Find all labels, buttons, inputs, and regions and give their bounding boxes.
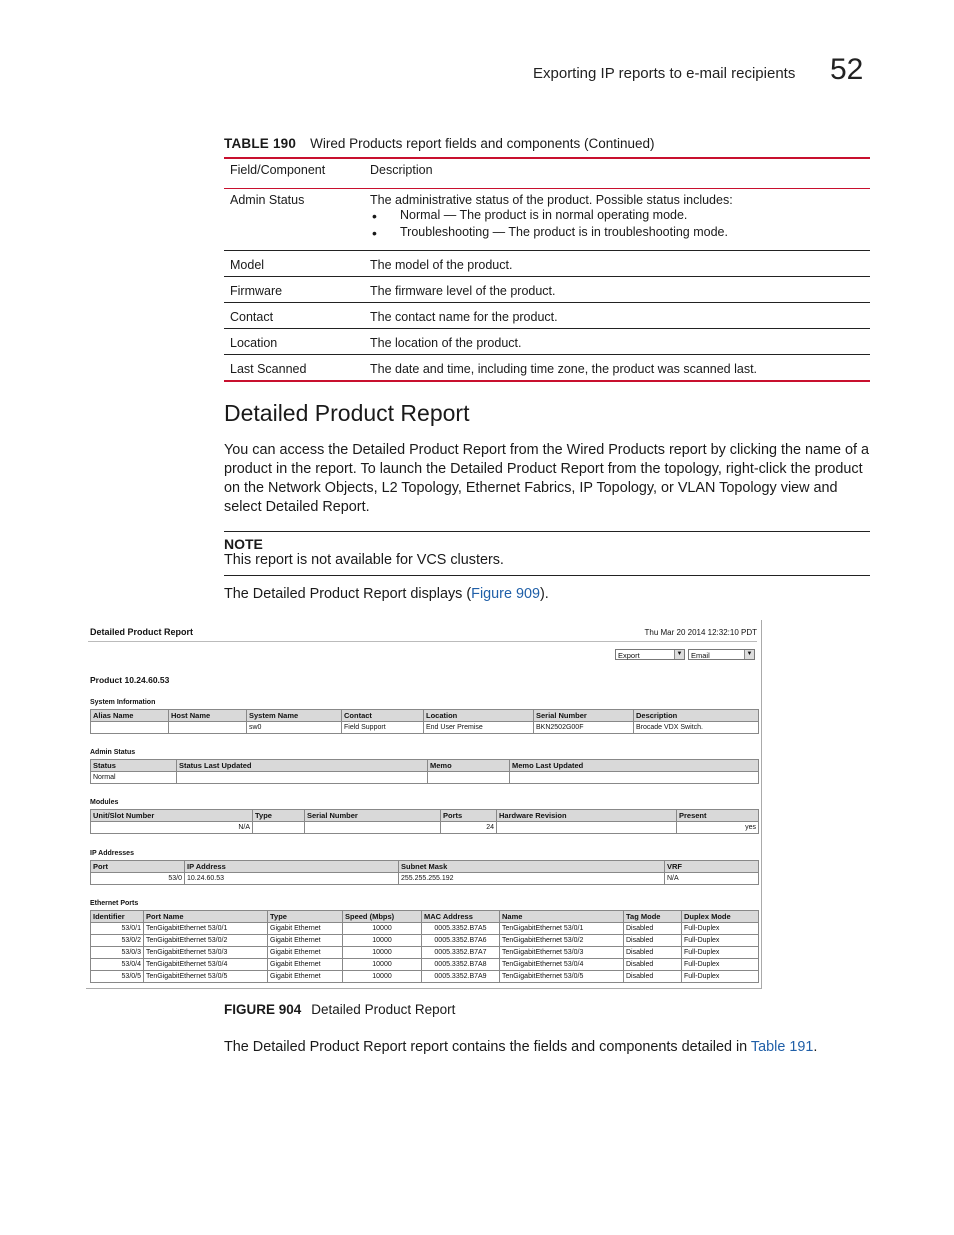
running-header-title: Exporting IP reports to e-mail recipients	[533, 65, 796, 82]
column-header: Type	[253, 810, 305, 822]
column-header: Ports	[441, 810, 497, 822]
table-cell: 10000	[343, 923, 422, 935]
column-header: Contact	[342, 710, 424, 722]
table-row	[224, 303, 870, 329]
closing-paragraph	[224, 1039, 817, 1055]
table-cell: 0005.3352.B7A7	[422, 947, 500, 959]
table-cell: yes	[677, 822, 759, 834]
field-description: The model of the product.	[370, 258, 513, 272]
column-header: Description	[634, 710, 759, 722]
table-row	[91, 935, 759, 947]
table-cell: Gigabit Ethernet	[268, 947, 343, 959]
table-header-row	[91, 911, 759, 923]
system-info-label: System Information	[90, 699, 156, 706]
table-row	[224, 277, 870, 303]
table-row	[224, 355, 870, 382]
table-row	[91, 959, 759, 971]
table-header-row	[91, 760, 759, 772]
system-info-table	[90, 709, 759, 734]
table-cell: TenGigabitEthernet 53/0/4	[144, 959, 268, 971]
table-row	[224, 189, 870, 251]
table-cell: Disabled	[624, 947, 682, 959]
table-cell	[253, 822, 305, 834]
table-cell: 0005.3352.B7A9	[422, 971, 500, 983]
figure-label: FIGURE 904	[224, 1002, 302, 1017]
table-row	[91, 772, 759, 784]
table-cell	[428, 772, 510, 784]
column-header: Port Name	[144, 911, 268, 923]
table-cell: TenGigabitEthernet 53/0/3	[144, 947, 268, 959]
table-row	[91, 722, 759, 734]
column-header: Duplex Mode	[682, 911, 759, 923]
field-description: The firmware level of the product.	[370, 284, 556, 298]
section-title: Detailed Product Report	[224, 400, 470, 426]
table-cell: TenGigabitEthernet 53/0/2	[500, 935, 624, 947]
table-caption	[224, 136, 870, 151]
column-header: IP Address	[185, 861, 399, 873]
column-header: Status Last Updated	[177, 760, 428, 772]
table-cell: 53/0/5	[91, 971, 144, 983]
table-cell	[510, 772, 759, 784]
table-cell: TenGigabitEthernet 53/0/5	[500, 971, 624, 983]
table-cell: TenGigabitEthernet 53/0/2	[144, 935, 268, 947]
bullet-icon: •	[372, 225, 377, 241]
column-header: Speed (Mbps)	[343, 911, 422, 923]
menu-item-reference: Detailed Report	[265, 499, 366, 515]
figure-reference-paragraph	[224, 586, 549, 602]
table-cell: 0005.3352.B7A8	[422, 959, 500, 971]
table-cell: Disabled	[624, 959, 682, 971]
table-cell: 255.255.255.192	[399, 873, 665, 885]
table-cell: TenGigabitEthernet 53/0/4	[500, 959, 624, 971]
table-cell: 24	[441, 822, 497, 834]
note-text: This report is not available for VCS clusters.	[224, 552, 504, 568]
table-cell	[305, 822, 441, 834]
field-name: Firmware	[230, 284, 283, 298]
table-cell: 53/0/1	[91, 923, 144, 935]
table-cell: TenGigabitEthernet 53/0/1	[144, 923, 268, 935]
bullet-item	[370, 208, 870, 224]
header-field: Field/Component	[230, 163, 326, 177]
intro-text: You can access the Detailed Product Report from the Wired Products report by clicking the name of a product in the report. To launch the Detailed Product Report from the topology, right-click the product on the Network Objects, L2 Topology, Ethernet Fabrics, IP Topology, or VLAN Topology view and select	[224, 442, 869, 515]
table-cell	[177, 772, 428, 784]
table-cell: 0005.3352.B7A6	[422, 935, 500, 947]
table-cell: 53/0/2	[91, 935, 144, 947]
table-header-row	[91, 810, 759, 822]
table-cell: 10000	[343, 947, 422, 959]
table-cell: Field Support	[342, 722, 424, 734]
email-select-value: Email	[691, 651, 710, 660]
column-header: Name	[500, 911, 624, 923]
table-cell: Full-Duplex	[682, 923, 759, 935]
figure-caption	[224, 1002, 455, 1017]
table-cell: Normal	[91, 772, 177, 784]
chevron-down-icon: ▼	[674, 650, 684, 659]
modules-label: Modules	[90, 799, 119, 806]
table-cell: N/A	[665, 873, 759, 885]
table-cell: 53/0	[91, 873, 185, 885]
table-row	[91, 947, 759, 959]
table-cell: 10000	[343, 959, 422, 971]
column-header: Host Name	[169, 710, 247, 722]
field-description: The location of the product.	[370, 336, 522, 350]
field-name: Last Scanned	[230, 362, 307, 376]
report-timestamp: Thu Mar 20 2014 12:32:10 PDT	[644, 628, 757, 637]
fields-table	[224, 157, 870, 382]
figure-link[interactable]: Figure 909	[471, 586, 540, 602]
table-cell: 10000	[343, 971, 422, 983]
column-header: Alias Name	[91, 710, 169, 722]
table-cell: Full-Duplex	[682, 971, 759, 983]
table-row	[224, 329, 870, 355]
intro-end: .	[365, 499, 370, 515]
admin-status-table	[90, 759, 759, 784]
table-cell: Full-Duplex	[682, 947, 759, 959]
report-title: Detailed Product Report	[90, 627, 194, 637]
column-header: Status	[91, 760, 177, 772]
field-name: Contact	[230, 310, 274, 324]
column-header: MAC Address	[422, 911, 500, 923]
table-cell: sw0	[247, 722, 342, 734]
table-cell: BKN2502G00F	[534, 722, 634, 734]
column-header: Subnet Mask	[399, 861, 665, 873]
table-cell	[497, 822, 677, 834]
table-cell: 53/0/4	[91, 959, 144, 971]
table-header-row	[224, 159, 870, 189]
column-header: Unit/Slot Number	[91, 810, 253, 822]
column-header: Identifier	[91, 911, 144, 923]
bullet-text: Troubleshooting — The product is in troubleshooting mode.	[400, 225, 728, 239]
table-cell: Full-Duplex	[682, 935, 759, 947]
admin-desc: The administrative status of the product. Possible status includes:	[370, 193, 733, 207]
table-cell: TenGigabitEthernet 53/0/1	[500, 923, 624, 935]
bullet-icon: •	[372, 208, 377, 224]
email-select[interactable]	[688, 649, 755, 660]
bullet-text: Normal — The product is in normal operating mode.	[400, 208, 688, 222]
field-description: The date and time, including time zone, the product was scanned last.	[370, 362, 758, 376]
field-name: Location	[230, 336, 278, 350]
product-heading: Product 10.24.60.53	[90, 675, 170, 685]
intro-paragraph	[224, 441, 872, 517]
table-header-row	[91, 710, 759, 722]
table-cell	[169, 722, 247, 734]
table-cell: 10.24.60.53	[185, 873, 399, 885]
table-row	[224, 251, 870, 277]
table-row	[91, 873, 759, 885]
table-cell: TenGigabitEthernet 53/0/3	[500, 947, 624, 959]
column-header: Present	[677, 810, 759, 822]
column-header: Port	[91, 861, 185, 873]
table-cell	[91, 722, 169, 734]
table-cell: Full-Duplex	[682, 959, 759, 971]
header-description: Description	[370, 163, 433, 177]
export-select-value: Export	[618, 651, 640, 660]
table-row	[91, 822, 759, 834]
export-select[interactable]	[615, 649, 685, 660]
column-header: Tag Mode	[624, 911, 682, 923]
field-description: The contact name for the product.	[370, 310, 558, 324]
table-cell: 53/0/3	[91, 947, 144, 959]
column-header: Memo Last Updated	[510, 760, 759, 772]
ethernet-ports-table	[90, 910, 759, 983]
ip-addresses-table	[90, 860, 759, 885]
chevron-down-icon: ▼	[744, 650, 754, 659]
table-cell: TenGigabitEthernet 53/0/5	[144, 971, 268, 983]
field-name: Model	[230, 258, 265, 272]
column-header: Location	[424, 710, 534, 722]
paragraph-text: The Detailed Product Report report contains the fields and components detailed in	[224, 1039, 751, 1055]
report-divider	[88, 641, 757, 642]
table-cell: Gigabit Ethernet	[268, 923, 343, 935]
report-screenshot	[86, 620, 762, 989]
table-cell: Disabled	[624, 971, 682, 983]
table-cell: Brocade VDX Switch.	[634, 722, 759, 734]
paragraph-end: .	[813, 1039, 818, 1055]
table-cell: Gigabit Ethernet	[268, 959, 343, 971]
table-label: TABLE 190	[224, 136, 297, 151]
paragraph-end: ).	[539, 586, 549, 602]
column-header: Memo	[428, 760, 510, 772]
paragraph-text: The Detailed Product Report displays (	[224, 586, 472, 602]
modules-table	[90, 809, 759, 834]
table-cell: End User Premise	[424, 722, 534, 734]
table-cell: N/A	[91, 822, 253, 834]
ip-addresses-label: IP Addresses	[90, 850, 134, 857]
column-header: Serial Number	[305, 810, 441, 822]
column-header: Type	[268, 911, 343, 923]
table-cell: Gigabit Ethernet	[268, 971, 343, 983]
table-cell: 0005.3352.B7A5	[422, 923, 500, 935]
figure-caption-text: Detailed Product Report	[311, 1002, 456, 1017]
note-label: NOTE	[224, 536, 263, 552]
field-name: Admin Status	[230, 193, 305, 207]
ethernet-ports-label: Ethernet Ports	[90, 900, 139, 907]
column-header: Hardware Revision	[497, 810, 677, 822]
table-cell: Disabled	[624, 935, 682, 947]
table-row	[91, 923, 759, 935]
table-cell: Disabled	[624, 923, 682, 935]
table-header-row	[91, 861, 759, 873]
field-description	[364, 189, 870, 250]
table-cell: 10000	[343, 935, 422, 947]
table-cell: Gigabit Ethernet	[268, 935, 343, 947]
column-header: VRF	[665, 861, 759, 873]
column-header: System Name	[247, 710, 342, 722]
table-row	[91, 971, 759, 983]
bullet-item	[370, 225, 870, 241]
admin-status-label: Admin Status	[90, 749, 136, 756]
table-link[interactable]: Table 191	[750, 1039, 814, 1055]
column-header: Serial Number	[534, 710, 634, 722]
chapter-number: 52	[830, 53, 864, 86]
table-caption-text: Wired Products report fields and components (Continued)	[310, 136, 655, 151]
